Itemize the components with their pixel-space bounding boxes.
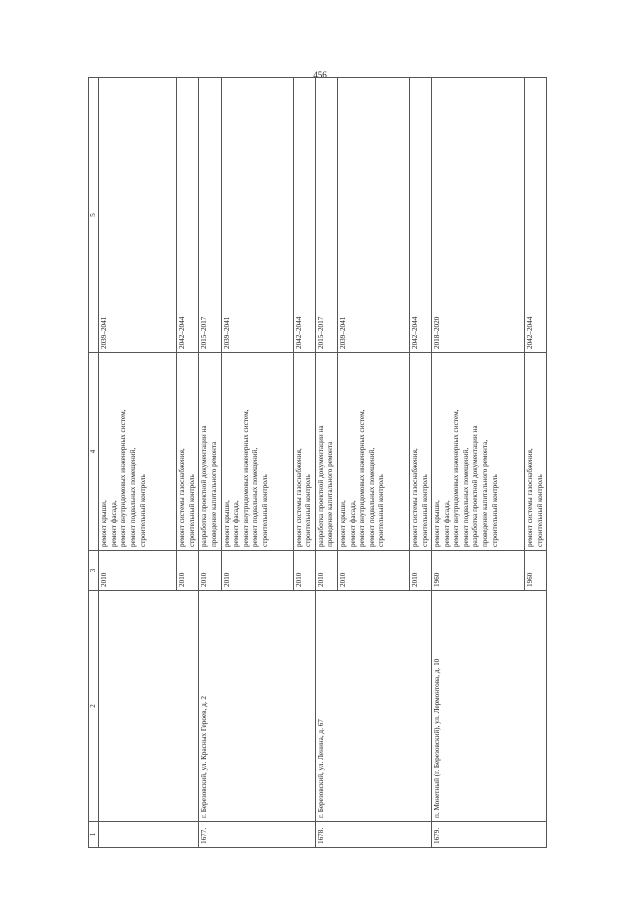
row-period: 2042–2044	[293, 78, 315, 353]
row-year: 2010	[337, 551, 409, 591]
header-col-2: 2	[89, 591, 99, 822]
row-year: 2010	[315, 551, 337, 591]
row-work: ремонт крыши, ремонт фасада, ремонт внутридомовых инженерных систем, ремонт подвальных помещений, строительный контроль	[99, 353, 177, 551]
row-period: 2039–2041	[99, 78, 177, 353]
row-work: ремонт крыши, ремонт фасада, ремонт внутридомовых инженерных систем, ремонт подвальных помещений, строительный контроль	[221, 353, 293, 551]
table-row	[432, 78, 525, 848]
rotated-table-container	[88, 78, 544, 848]
row-period: 2015–2017	[199, 78, 221, 353]
header-col-3: 3	[89, 551, 99, 591]
row-work: ремонт системы газоснабжения, строительный контроль	[525, 353, 547, 551]
row-work: разработка проектной документации на проведение капитального ремонта	[199, 353, 221, 551]
row-number: 1679.	[432, 822, 547, 848]
table-row	[315, 78, 337, 848]
header-col-4: 4	[89, 353, 99, 551]
row-address: г. Березовский, ул. Красных Героев, д. 2	[199, 591, 315, 822]
row-year: 2010	[99, 551, 177, 591]
capital-repair-table	[88, 77, 547, 848]
header-col-1: 1	[89, 822, 99, 848]
row-year: 2010	[177, 551, 199, 591]
row-address: п. Монетный (г. Березовский), ул. Лермонтова, д. 10	[432, 591, 547, 822]
row-period: 2042–2044	[409, 78, 431, 353]
row-work: ремонт крыши, ремонт фасада, ремонт внутридомовых инженерных систем, ремонт подвальных помещений, разработка проектной документации на проведение капитального ремонта, строительный контроль	[432, 353, 525, 551]
row-year: 1960	[432, 551, 525, 591]
row-work: ремонт системы газоснабжения, строительный контроль	[177, 353, 199, 551]
row-year: 2010	[199, 551, 221, 591]
row-year: 2010	[221, 551, 293, 591]
row-work: ремонт крыши, ремонт фасада, ремонт внутридомовых инженерных систем, ремонт подвальных помещений, строительный контроль	[337, 353, 409, 551]
row-work: ремонт системы газоснабжения, строительный контроль	[293, 353, 315, 551]
row-work: ремонт системы газоснабжения, строительный контроль	[409, 353, 431, 551]
row-year: 2010	[293, 551, 315, 591]
header-col-5: 5	[89, 78, 99, 353]
header-row	[89, 78, 99, 848]
row-period: 2042–2044	[525, 78, 547, 353]
row-period: 2039–2041	[221, 78, 293, 353]
row-period: 2039–2041	[337, 78, 409, 353]
row-period: 2018–2020	[432, 78, 525, 353]
page-number: 456	[313, 70, 327, 80]
row-address	[99, 591, 199, 822]
row-period: 2042–2044	[177, 78, 199, 353]
table-row	[199, 78, 221, 848]
row-work: разработка проектной документации на проведение капитального ремонта	[315, 353, 337, 551]
row-year: 1960	[525, 551, 547, 591]
row-number: 1678.	[315, 822, 431, 848]
row-number	[99, 822, 199, 848]
row-period: 2015–2017	[315, 78, 337, 353]
row-year: 2010	[409, 551, 431, 591]
row-address: г. Березовский, ул. Ленина, д. 67	[315, 591, 431, 822]
row-number: 1677.	[199, 822, 315, 848]
table-row	[99, 78, 177, 848]
